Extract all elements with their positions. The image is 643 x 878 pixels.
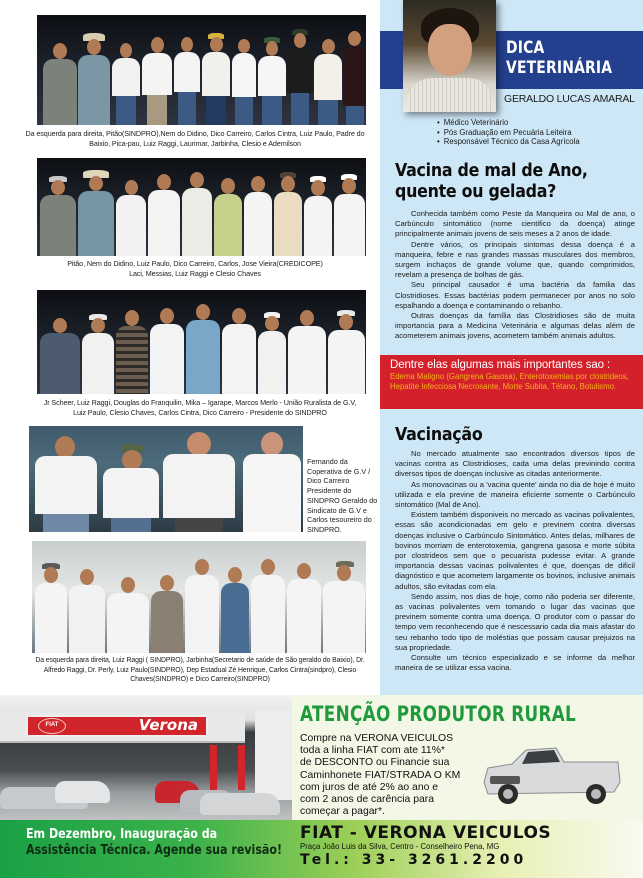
group-photo-4 — [29, 426, 303, 532]
author-credentials — [437, 118, 580, 147]
ad-offer-text: Compre na VERONA VEICULOS toda a linha FIAT com ate 11%* de DESCONTO ou Financie sua Caminhonete FIAT/STRADA O KM com juros de até 2% ao ano e com 2 anos de carência para começar a pagar*. — [300, 733, 461, 818]
group-photo-5 — [32, 541, 366, 653]
dealer-phone: Tel.: 33- 3261.2200 — [300, 852, 528, 868]
group-photo-1 — [37, 15, 366, 125]
car-icon — [200, 793, 280, 815]
ad-footer — [0, 820, 643, 878]
paragraph: Seu principal causador é uma bactéria da familia das Clostridioses. Essas bactérias podem permanecer por anos no solo espalhando a doença e contaminando o rebanho. — [395, 280, 635, 310]
car-icon — [55, 781, 110, 803]
author-photo — [403, 0, 496, 112]
paragraph: As monovacinas ou a 'vacina quente' ainda no dia de hoje é muito utilizada e ela previne de maneira eficiente somente o Carbúnculo sintomático (Mal de Ano). — [395, 479, 635, 510]
store-sign — [26, 715, 208, 737]
article-body-1 — [395, 209, 635, 342]
promo-text — [26, 826, 282, 858]
column-title-line1: DICA — [506, 38, 545, 58]
dealer-info — [300, 824, 551, 868]
article-body-2 — [395, 449, 635, 673]
credential-item: • Médico Veterinário — [437, 118, 580, 128]
article-headline: Vacina de mal de Ano, quente ou gelada? — [395, 160, 588, 202]
group-photo-2 — [37, 158, 366, 256]
paragraph: Sendo assim, nos dias de hoje, como não poderia ser diferente, as vacinas polivalentes vem tomando o lugar das vacinas que previnem somente contra uma doença. O produtor com o passar do tempo vem reconhecendo que é nescessario cada dia mais afastar do seu rebanho todo tipo de moléstias que possam causar prejuizos na sua propriedade. — [395, 591, 635, 652]
paragraph: Conhecida também como Peste da Manqueira ou Mal de ano, o Carbúnculo sintomático (nome cientifico da doença) atinge principalmente animais jovens de seis meses a 2 anos de idade. — [395, 209, 635, 239]
section-heading-vacinacao: Vacinação — [395, 424, 483, 445]
dealer-address: Praça João Luis da Silva, Centro - Conselheiro Pena, MG — [300, 842, 500, 851]
photo-gallery — [0, 0, 380, 695]
photo-caption-4: Fernando da Coperativa de G.V / Dico Carreiro Presidente do SINDPRO Geraldo do Sindicato de G.V e Carlos tesoureiro do SINDPRO. — [307, 457, 378, 534]
callout-title: Dentre elas algumas mais importantes sao : — [390, 359, 611, 371]
fiat-logo-icon: FIAT — [38, 718, 66, 734]
paragraph: Existem também disponiveis no mercado as vacinas polivalentes, essas são acondicionadas em gelo e previnem contra diversas doenças inclusive o Carbúnculo Sintomático. Antes delas, milhares de bovinos morriam de enterotoxemia, gangrena gasosa e morte súbita por clostrideos sem que o pecuarista pudesse evitar. A grande importancia dessas vacinas polivalentes é que, doenças de dificil diagnóstico e que acometem largamente os bovinos, inclusive animais adultos, são evitadas com ela. — [395, 510, 635, 591]
photo-caption-1: Da esquerda para direita, Pitão(SINDPRO),Nem do Didino, Dico Carreiro, Carlos Cintra, Luiz Paulo, Padre do Baixio, Pica-pau, Luiz Raggi, Laurimar, Jarbinha, Clesio e Ademilson — [25, 129, 365, 148]
callout-body: Edema Maligno (Gangrena Gasosa), Enterotoxemias por clostrideos, Hepatite Infecciosa Necrosante, Morte Subita, Tétano, Botulismo. — [390, 372, 629, 391]
group-photo-3 — [37, 290, 366, 394]
paragraph: Dentre vários, os principais sintomas dessa doença é a manqueira, febre e nas grandes massas musculares dos membros, surgem inchaços de grande volume que, quando comprimidos, revelam a presença de bolhas de gás. — [395, 239, 635, 280]
author-name: GERALDO LUCAS AMARAL — [504, 93, 635, 105]
credential-item: • Pós Graduação em Pecuária Leiteira — [437, 128, 580, 138]
promo-line1: Em Dezembro, Inauguração da — [26, 826, 218, 842]
ad-headline: ATENÇÃO PRODUTOR RURAL — [300, 702, 577, 726]
paragraph: Outras doenças da família das Clostridioses são de muita importancia para a Medicina Veterinária e algumas delas além de acometerem animais jovens, acometem também animais adultos. — [395, 311, 635, 341]
paragraph: Consulte um técnico especializado e se informe da melhor maneira de se utilizar essa vacina. — [395, 653, 635, 673]
dealer-name: FIAT - VERONA VEICULOS — [300, 823, 552, 843]
photo-caption-2: Pitão, Nem do Didino, Luiz Paulo, Dico Carreiro, Carlos, Jose Vieira(CREDICOPE) Laci, Messias, Luiz Raggi e Clesio Chaves — [67, 259, 323, 278]
verona-veiculos-ad — [0, 695, 643, 878]
pickup-truck-icon — [478, 738, 624, 808]
dica-veterinaria-column — [380, 0, 643, 697]
store-sign-text: Verona — [138, 716, 198, 734]
credential-item: • Responsável Técnico da Casa Agrícola — [437, 137, 580, 147]
photo-caption-5: Da esquerda para direita, Luiz Raggi ( SINDPRO), Jarbinha(Secretario de saúde de São geraldo do Baixio), Dr. Alfredo Raggi, Dr. Perly, Luiz Paulo(SINDPRO), Dep Estadual Zé Henrique, Carlos Cintra(sindpro), Clesio Chaves(SINDPRO) e Dico Carreiro(SINDPRO) — [35, 657, 365, 683]
dealership-photo — [0, 695, 292, 820]
photo-caption-3: Jr Scheer, Luiz Raggi, Douglas do Franquilin, Mika – Igarape, Marcos Merlo - União Ruralista de G.V, Luiz Paulo, Clesio Chaves, Carlos Cintra, Dico Carreiro - Presidente do SINDPRO — [43, 398, 357, 417]
diseases-callout — [380, 355, 643, 409]
promo-line2: Assistência Técnica. Agende sua revisão! — [26, 842, 283, 858]
column-title-line2: VETERINÁRIA — [506, 58, 613, 78]
paragraph: No mercado atualmente sao encontrados diversos tipos de vacinas contra as Clostridioses, cada uma delas previnindo contra diversos tipos de doenças inclusive as citadas anteriormente. — [395, 449, 635, 479]
column-title — [506, 38, 612, 78]
